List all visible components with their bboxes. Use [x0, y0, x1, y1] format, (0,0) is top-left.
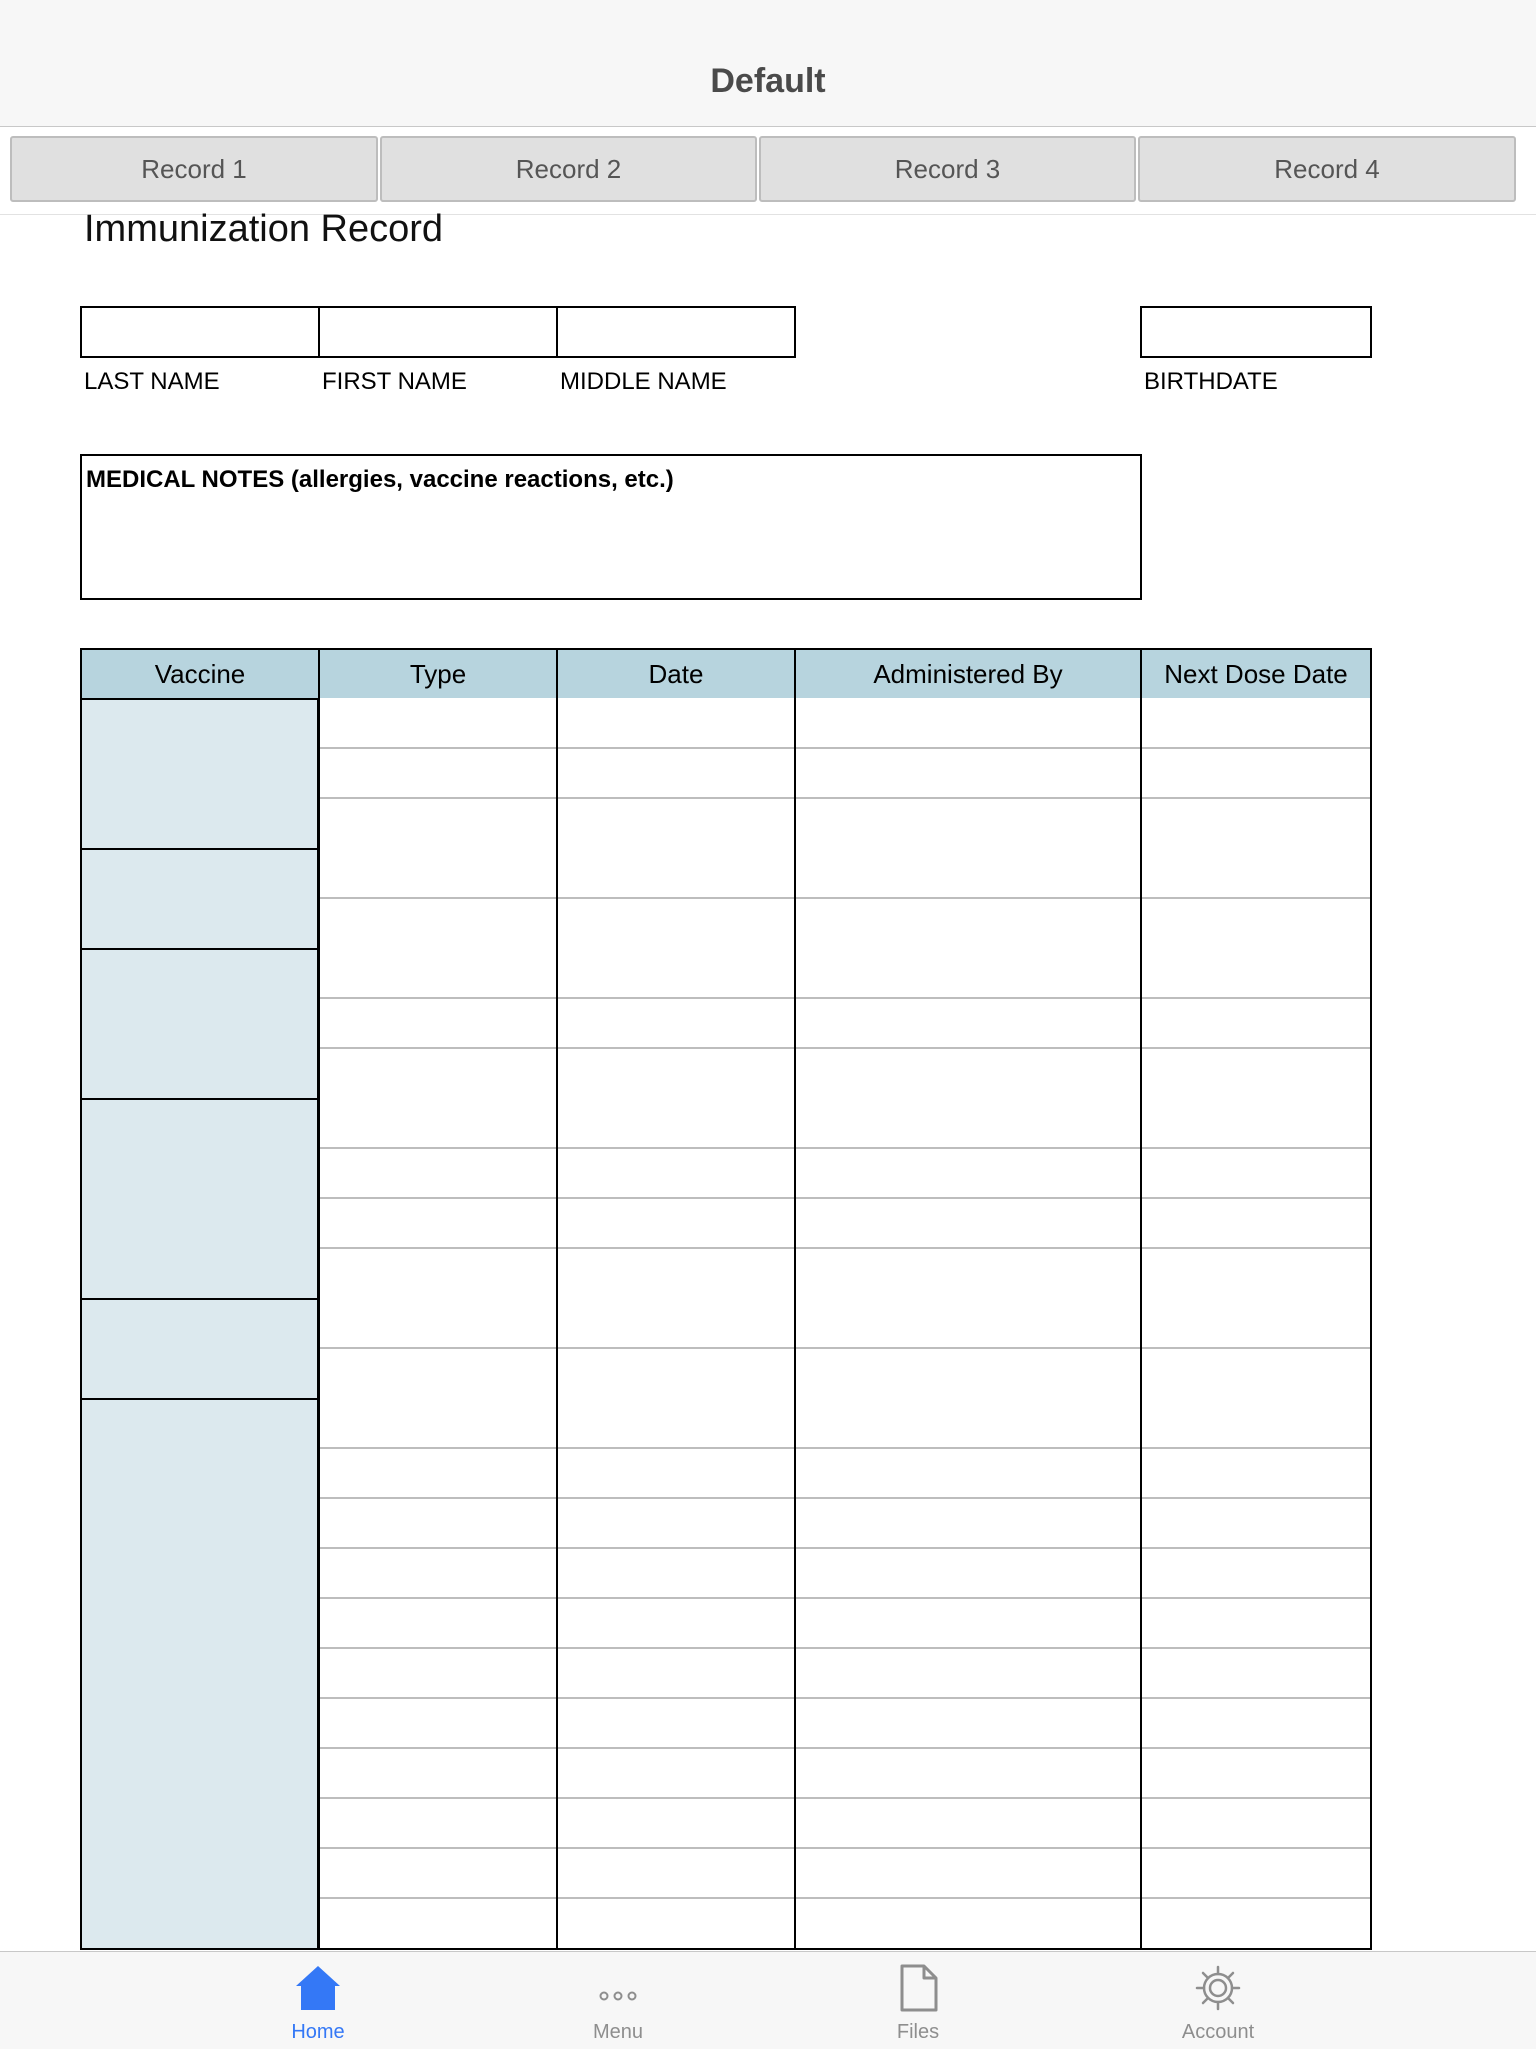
- row-divider: [1142, 1647, 1370, 1649]
- entry-group-cell: [556, 848, 796, 950]
- row-divider: [558, 1447, 794, 1449]
- tab-account-label: Account: [1181, 2021, 1255, 2043]
- row-divider: [558, 1247, 794, 1249]
- entry-group-cell: [1140, 698, 1372, 850]
- entry-group-cell: [556, 948, 796, 1100]
- document-title: Immunization Record: [84, 208, 444, 250]
- home-icon: [294, 1962, 342, 2014]
- row-divider: [796, 1447, 1140, 1449]
- row-divider: [1142, 1247, 1370, 1249]
- vaccine-cell[interactable]: [80, 848, 319, 950]
- row-divider: [796, 747, 1140, 749]
- row-divider: [320, 1897, 556, 1899]
- row-divider: [1142, 1447, 1370, 1449]
- segment-record-4[interactable]: Record 4: [1138, 136, 1516, 202]
- header-date: Date: [556, 648, 796, 700]
- vaccine-cell[interactable]: [80, 1298, 319, 1400]
- tab-files[interactable]: [818, 1952, 1018, 2049]
- segment-record-3[interactable]: Record 3: [759, 136, 1136, 202]
- entry-group-cell: [1140, 1098, 1372, 1300]
- header-vaccine: Vaccine: [80, 648, 320, 700]
- row-divider: [320, 1847, 556, 1849]
- row-divider: [1142, 1597, 1370, 1599]
- middle-name-label: MIDDLE NAME: [560, 368, 727, 395]
- row-divider: [558, 1747, 794, 1749]
- tab-home[interactable]: [218, 1952, 418, 2049]
- entry-group-cell: [318, 698, 558, 850]
- row-divider: [796, 1197, 1140, 1199]
- row-divider: [1142, 1497, 1370, 1499]
- row-divider: [558, 1647, 794, 1649]
- row-divider: [1142, 747, 1370, 749]
- row-divider: [1142, 897, 1370, 899]
- tab-menu-label: Menu: [592, 2021, 644, 2043]
- entry-group-cell: [556, 1398, 796, 1950]
- row-divider: [796, 1847, 1140, 1849]
- first-name-field[interactable]: [318, 306, 558, 358]
- row-divider: [558, 1797, 794, 1799]
- tab-home-label: Home: [291, 2021, 345, 2043]
- row-divider: [320, 1647, 556, 1649]
- row-divider: [320, 1247, 556, 1249]
- vaccine-cell[interactable]: [80, 948, 319, 1100]
- entry-group-cell: [794, 848, 1142, 950]
- row-divider: [1142, 1197, 1370, 1199]
- row-divider: [1142, 1797, 1370, 1799]
- entry-group-cell: [1140, 1298, 1372, 1400]
- row-divider: [1142, 1047, 1370, 1049]
- header-next-dose-date: Next Dose Date: [1140, 648, 1372, 700]
- entry-group-cell: [318, 948, 558, 1100]
- row-divider: [796, 1747, 1140, 1749]
- entry-group-cell: [1140, 848, 1372, 950]
- entry-group-cell: [318, 1398, 558, 1950]
- row-divider: [558, 1847, 794, 1849]
- birthdate-label: BIRTHDATE: [1144, 368, 1278, 395]
- last-name-label: LAST NAME: [84, 368, 220, 395]
- header-type: Type: [318, 648, 558, 700]
- row-divider: [1142, 1897, 1370, 1899]
- navigation-bar: [0, 0, 1536, 127]
- row-divider: [1142, 1347, 1370, 1349]
- row-divider: [796, 997, 1140, 999]
- row-divider: [796, 1897, 1140, 1899]
- row-divider: [1142, 1547, 1370, 1549]
- tab-account[interactable]: [1118, 1952, 1318, 2049]
- row-divider: [1142, 1847, 1370, 1849]
- row-divider: [558, 1597, 794, 1599]
- medical-notes-label: MEDICAL NOTES (allergies, vaccine reactions, etc.): [86, 466, 674, 493]
- segment-record-2[interactable]: Record 2: [380, 136, 757, 202]
- row-divider: [320, 1497, 556, 1499]
- row-divider: [796, 1647, 1140, 1649]
- row-divider: [320, 1547, 556, 1549]
- row-divider: [1142, 1697, 1370, 1699]
- row-divider: [558, 747, 794, 749]
- row-divider: [796, 1247, 1140, 1249]
- entry-group-cell: [318, 1098, 558, 1300]
- row-divider: [558, 997, 794, 999]
- middle-name-field[interactable]: [556, 306, 796, 358]
- entry-group-cell: [318, 848, 558, 950]
- row-divider: [320, 1147, 556, 1149]
- row-divider: [320, 1047, 556, 1049]
- row-divider: [320, 1697, 556, 1699]
- entry-group-cell: [794, 1398, 1142, 1950]
- entry-group-cell: [794, 1098, 1142, 1300]
- header-administered-by: Administered By: [794, 648, 1142, 700]
- row-divider: [796, 1797, 1140, 1799]
- row-divider: [796, 797, 1140, 799]
- row-divider: [558, 1497, 794, 1499]
- row-divider: [796, 1047, 1140, 1049]
- tab-bar: [0, 1951, 1536, 2049]
- more-icon: [594, 1962, 642, 2014]
- last-name-field[interactable]: [80, 306, 320, 358]
- first-name-label: FIRST NAME: [322, 368, 467, 395]
- row-divider: [558, 1047, 794, 1049]
- segment-record-1[interactable]: Record 1: [10, 136, 378, 202]
- entry-group-cell: [794, 1298, 1142, 1400]
- row-divider: [558, 1197, 794, 1199]
- nav-title: Default: [710, 62, 826, 100]
- row-divider: [558, 1697, 794, 1699]
- vaccine-cell[interactable]: [80, 1398, 319, 1950]
- row-divider: [1142, 997, 1370, 999]
- entry-group-cell: [1140, 1398, 1372, 1950]
- entry-group-cell: [794, 698, 1142, 850]
- row-divider: [320, 797, 556, 799]
- row-divider: [558, 1547, 794, 1549]
- row-divider: [558, 797, 794, 799]
- entry-group-cell: [556, 698, 796, 850]
- row-divider: [558, 897, 794, 899]
- tab-files-label: Files: [896, 2021, 940, 2043]
- row-divider: [320, 1197, 556, 1199]
- tab-menu[interactable]: [518, 1952, 718, 2049]
- gear-icon: [1194, 1962, 1242, 2014]
- entry-group-cell: [318, 1298, 558, 1400]
- row-divider: [796, 1697, 1140, 1699]
- entry-group-cell: [794, 948, 1142, 1100]
- birthdate-field[interactable]: [1140, 306, 1372, 358]
- entry-group-cell: [556, 1098, 796, 1300]
- row-divider: [796, 897, 1140, 899]
- vaccine-cell[interactable]: [80, 698, 319, 850]
- row-divider: [796, 1347, 1140, 1349]
- row-divider: [796, 1547, 1140, 1549]
- row-divider: [320, 897, 556, 899]
- vaccine-cell[interactable]: [80, 1098, 319, 1300]
- file-icon: [894, 1962, 942, 2014]
- row-divider: [320, 1447, 556, 1449]
- row-divider: [1142, 1747, 1370, 1749]
- entry-group-cell: [1140, 948, 1372, 1100]
- row-divider: [558, 1147, 794, 1149]
- row-divider: [1142, 797, 1370, 799]
- row-divider: [558, 1347, 794, 1349]
- row-divider: [320, 997, 556, 999]
- row-divider: [558, 1897, 794, 1899]
- row-divider: [796, 1497, 1140, 1499]
- row-divider: [320, 1597, 556, 1599]
- row-divider: [320, 1747, 556, 1749]
- row-divider: [1142, 1147, 1370, 1149]
- row-divider: [796, 1147, 1140, 1149]
- entry-group-cell: [556, 1298, 796, 1400]
- row-divider: [320, 1347, 556, 1349]
- row-divider: [320, 747, 556, 749]
- row-divider: [796, 1597, 1140, 1599]
- row-divider: [320, 1797, 556, 1799]
